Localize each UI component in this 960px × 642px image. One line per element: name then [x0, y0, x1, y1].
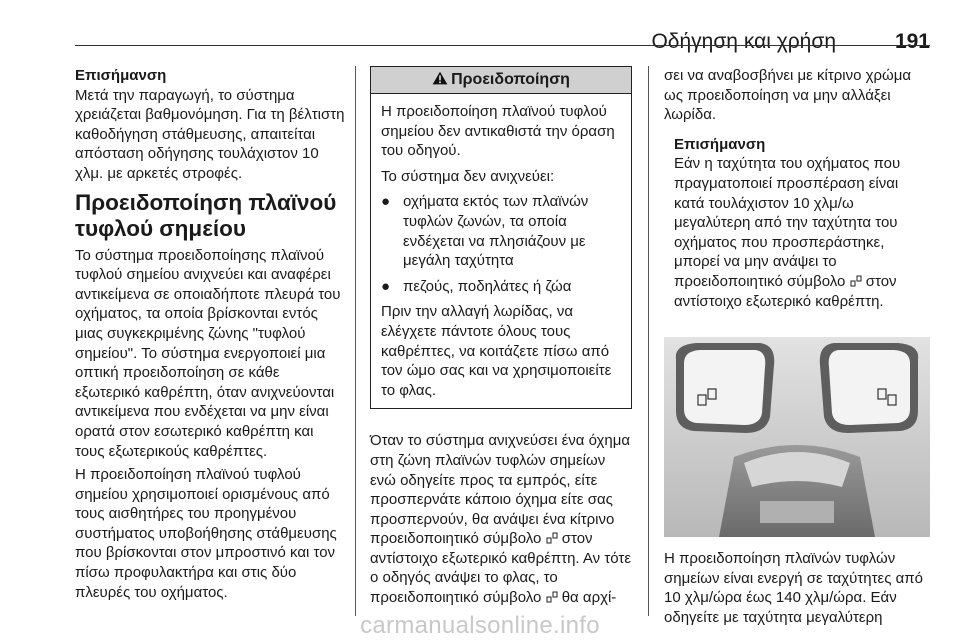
- note-text: [674, 154, 930, 311]
- body-text: στον αντίστοιχο εξωτερικό καθρέπτη. Αν τότε ο οδηγός ανάψει το φλας, το προειδοποιητικό σύμβολο: [370, 530, 632, 607]
- body-paragraph: Το σύστημα προειδοποίησης πλαϊνού τυφλού σημείου ανιχνεύει και αναφέρει αντικείμενα σε οποιαδήποτε πλευρά του οχήματος, τα οποία βρίσκονται εντός μιας συγκεκριμένης ζώνης "τυφλού σημείου". Το σύστημα ενεργοποιεί μια οπτική προειδοποίηση σε κάθε εξωτερικό καθρέπτη, όταν ανιχνεύονται αντικείμενα που ενδέχεται να μην είναι ορατά στον εσωτερικό καθρέπτη και τους εξωτερικούς καθρέπτες.: [75, 246, 341, 460]
- note-text-part: Εάν η ταχύτητα του οχήματος που πραγματοποιεί προσπέραση είναι κατά τουλάχιστον 10 χλμ/ω μεγαλύτερη από την ταχύτητα του οχήματος που προσπεράστηκε, μπορεί να μην ανάψει το προειδοποιητικό σύμβολο: [674, 155, 901, 290]
- blind-spot-symbol-icon: [850, 275, 862, 287]
- note-text: Μετά την παραγωγή, το σύστημα χρειάζεται βαθμονόμηση. Για τη βέλτιστη καθοδήγηση στάθμευσης, απαιτείται απόσταση οδήγησης τουλάχιστον 10 χλμ. με αρκετές στροφές.: [75, 86, 345, 182]
- column-middle: [370, 66, 632, 608]
- list-item: [381, 277, 623, 297]
- warning-body: [371, 94, 631, 408]
- list-item: [381, 192, 623, 270]
- number-plate-area: [760, 501, 834, 523]
- column-right: [664, 66, 930, 628]
- column-divider: [355, 66, 356, 616]
- warning-header: [371, 67, 631, 94]
- warning-box: [370, 66, 632, 409]
- watermark-text: carmanualsonline.info: [360, 612, 600, 639]
- list-item-text: πεζούς, ποδηλάτες ή ζώα: [403, 277, 572, 295]
- bullet-icon: ●: [381, 193, 391, 211]
- body-paragraph: σει να αναβοσβήνει με κίτρινο χρώμα ως προειδοποίηση να μην αλλάξει λωρίδα.: [664, 67, 912, 124]
- page-number: 191: [894, 30, 930, 53]
- blind-spot-symbol-icon: [546, 532, 558, 544]
- column-divider: [648, 66, 649, 616]
- warning-text: Πριν την αλλαγή λωρίδας, να ελέγχετε πάντοτε όλους τους καθρέπτες, να κοιτάζετε πίσω από τον ώμο σας και να χρησιμοποιείτε το φλας.: [381, 303, 612, 399]
- note-heading: Επισήμανση: [674, 135, 766, 153]
- blind-spot-symbol-icon: [546, 591, 558, 603]
- body-text: θα αρχί-: [561, 589, 617, 607]
- header-rule: [75, 45, 930, 46]
- left-mirror-glass: [684, 350, 765, 425]
- page-header: [75, 30, 930, 58]
- warning-triangle-icon: [432, 71, 448, 85]
- right-mirror-glass: [829, 350, 910, 425]
- section-title: Προειδοποίηση πλαϊνού τυφλού σημείου: [75, 189, 337, 241]
- body-paragraph: [370, 431, 632, 607]
- note-heading: Επισήμανση: [75, 67, 167, 84]
- bullet-icon: ●: [381, 277, 391, 295]
- warning-title: Προειδοποίηση: [451, 71, 570, 88]
- running-title: Οδήγηση και χρήση: [651, 30, 836, 53]
- body-paragraph: Η προειδοποίηση πλαϊνού τυφλού σημείου χρησιμοποιεί ορισμένους από τους αισθητήρες του προηγμένου συστήματος υποβοήθησης στάθμευσης που βρίσκονται στον μπροστινό και τον πίσω προφυλακτήρα και στις δύο πλευρές του οχήματος.: [75, 466, 337, 601]
- warning-text: Η προειδοποίηση πλαϊνού τυφλού σημείου δεν αντικαθιστά την όραση του οδηγού.: [381, 103, 615, 160]
- body-text: Όταν το σύστημα ανιχνεύσει ένα όχημα στη ζώνη πλαϊνών τυφλών σημείων ενώ οδηγείτε προς τα εμπρός, είτε προσπερνάτε κάποιο όχημα είτε σας προσπερνούν, θα ανάψει ένα κίτρινο προειδοποιητικό σύμβολο: [370, 432, 631, 548]
- warning-text: Το σύστημα δεν ανιχνεύει:: [381, 167, 555, 185]
- note-text-part: στον αντίστοιχο εξωτερικό καθρέπτη.: [674, 272, 897, 310]
- list-item-text: οχήματα εκτός των πλαϊνών τυφλών ζωνών, τα οποία ενδέχεται να πλησιάζουν με μεγάλη ταχύτητα: [403, 193, 589, 270]
- column-left: [75, 66, 345, 602]
- figure-caption: Η προειδοποίηση πλαϊνών τυφλών σημείων είναι ενεργή σε ταχύτητες από 10 χλμ/ώρα έως 140 χλμ/ώρα. Εάν οδηγείτε με ταχύτητα μεγαλύτερη: [664, 550, 923, 626]
- blind-spot-mirror-illustration: [664, 337, 930, 537]
- note-block: [674, 135, 930, 311]
